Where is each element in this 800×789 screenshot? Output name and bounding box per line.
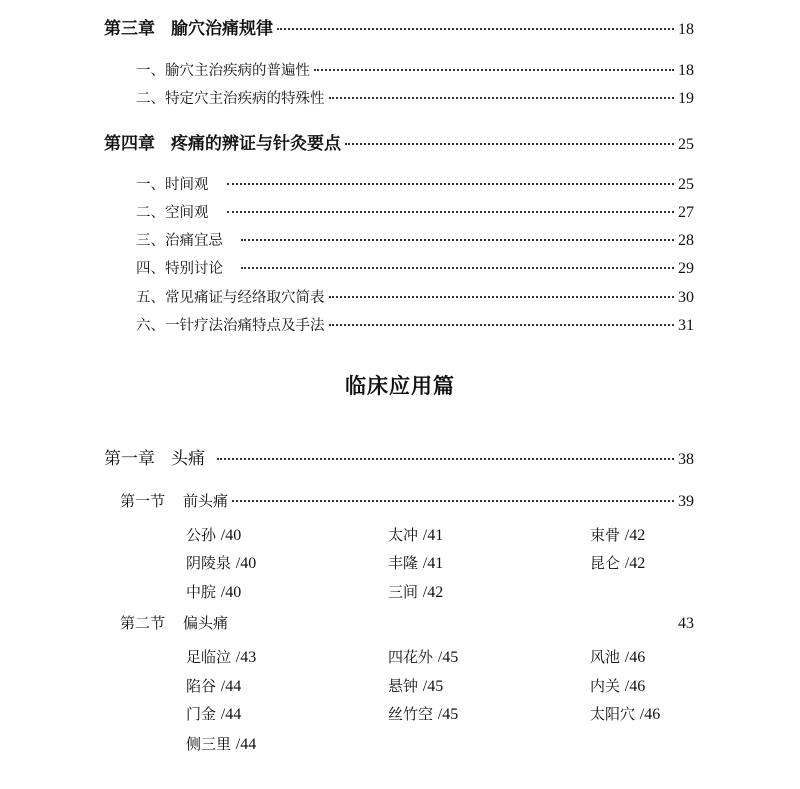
page-number: 38 <box>678 451 694 468</box>
toc-chapter-4[interactable] <box>104 129 694 153</box>
page-number: 25 <box>678 136 694 153</box>
acupoint-entry[interactable] <box>590 675 645 696</box>
dot-leader <box>329 296 675 298</box>
toc-section[interactable] <box>136 257 694 281</box>
acupoint-entry[interactable] <box>388 524 443 545</box>
toc-section[interactable] <box>136 59 694 83</box>
acupoint-name: 侧三里 <box>186 735 232 753</box>
toc-section[interactable] <box>136 201 694 225</box>
page-number: 30 <box>678 289 694 306</box>
toc-section[interactable] <box>136 87 694 111</box>
page-number: 27 <box>678 204 694 221</box>
acupoint-name: 足临泣 <box>186 648 232 666</box>
acupoint-name: 陷谷 <box>186 677 217 695</box>
acupoint-page: /46 <box>624 678 646 695</box>
page-number: 29 <box>678 260 694 277</box>
acupoint-page: /45 <box>422 678 444 695</box>
dot-leader <box>232 500 674 502</box>
subsection-title: 前头痛 <box>183 492 229 510</box>
toc-subsection-1[interactable] <box>120 490 694 514</box>
acupoint-entry[interactable] <box>186 703 241 724</box>
toc-chapter-3[interactable] <box>104 14 694 38</box>
acupoint-name: 三间 <box>388 583 419 601</box>
acupoint-name: 束骨 <box>590 526 621 544</box>
acupoint-entry[interactable] <box>590 524 645 545</box>
chapter-label: 第三章 <box>104 19 155 39</box>
acupoint-entry[interactable] <box>186 646 256 667</box>
toc-section[interactable] <box>136 286 694 310</box>
acupoint-page: /41 <box>422 555 444 572</box>
section-title: 四、特别讨论 <box>136 261 223 277</box>
acupoint-page: /44 <box>235 736 257 753</box>
dot-leader <box>277 28 674 30</box>
dot-leader <box>227 183 675 185</box>
subsection-label: 第二节 <box>120 614 166 632</box>
dot-leader <box>241 267 674 269</box>
dot-leader <box>227 211 675 213</box>
section-title: 五、常见痛证与经络取穴简表 <box>136 290 325 306</box>
page-number: 31 <box>678 317 694 334</box>
page-number: 19 <box>678 90 694 107</box>
acupoint-page: /46 <box>639 706 661 723</box>
acupoint-name: 太冲 <box>388 526 419 544</box>
acupoint-entry[interactable] <box>186 581 241 602</box>
page-number: 18 <box>678 62 694 79</box>
acupoint-entry[interactable] <box>590 703 660 724</box>
toc-chapter-1[interactable] <box>104 444 694 468</box>
subsection-label: 第一节 <box>120 492 166 510</box>
acupoint-name: 四花外 <box>388 648 434 666</box>
acupoint-entry[interactable] <box>186 675 241 696</box>
acupoint-page: /41 <box>422 527 444 544</box>
acupoint-page: /43 <box>235 649 257 666</box>
toc-section[interactable] <box>136 314 694 338</box>
acupoint-entry[interactable] <box>388 675 443 696</box>
acupoint-name: 悬钟 <box>388 677 419 695</box>
acupoint-name: 公孙 <box>186 526 217 544</box>
acupoint-entry[interactable] <box>590 552 645 573</box>
section-title: 二、特定穴主治疾病的特殊性 <box>136 91 325 107</box>
acupoint-entry[interactable] <box>388 581 443 602</box>
section-title: 二、空间观 <box>136 205 209 221</box>
subsection-title: 偏头痛 <box>183 614 229 632</box>
acupoint-page: /42 <box>624 555 646 572</box>
chapter-label: 第四章 <box>104 134 155 154</box>
dot-leader <box>241 239 674 241</box>
acupoint-name: 中脘 <box>186 583 217 601</box>
acupoint-name: 风池 <box>590 648 621 666</box>
acupoint-entry[interactable] <box>186 524 241 545</box>
acupoint-name: 内关 <box>590 677 621 695</box>
acupoint-page: /40 <box>220 584 242 601</box>
page-number: 25 <box>678 176 694 193</box>
dot-leader <box>217 458 674 460</box>
toc-section[interactable] <box>136 229 694 253</box>
acupoint-page: /44 <box>220 706 242 723</box>
section-title: 一、腧穴主治疾病的普遍性 <box>136 63 310 79</box>
acupoint-entry[interactable] <box>388 552 443 573</box>
acupoint-entry[interactable] <box>590 646 645 667</box>
acupoint-entry[interactable] <box>388 703 458 724</box>
acupoint-page: /45 <box>437 706 459 723</box>
acupoint-entry[interactable] <box>186 733 256 754</box>
chapter-title: 疼痛的辨证与针灸要点 <box>171 134 341 154</box>
acupoint-name: 太阳穴 <box>590 705 636 723</box>
acupoint-page: /40 <box>220 527 242 544</box>
part-heading: 临床应用篇 <box>345 373 455 398</box>
page-number: 43 <box>678 615 694 632</box>
page-number: 39 <box>678 493 694 510</box>
acupoint-entry[interactable] <box>186 552 256 573</box>
acupoint-page: /45 <box>437 649 459 666</box>
chapter-title: 头痛 <box>171 449 205 469</box>
acupoint-page: /42 <box>422 584 444 601</box>
section-title: 三、治痛宜忌 <box>136 233 223 249</box>
chapter-label: 第一章 <box>104 449 155 469</box>
dot-leader <box>314 69 674 71</box>
chapter-title: 腧穴治痛规律 <box>171 19 273 39</box>
dot-leader <box>232 622 674 624</box>
section-title: 一、时间观 <box>136 177 209 193</box>
page-number: 28 <box>678 232 694 249</box>
acupoint-entry[interactable] <box>388 646 458 667</box>
toc-subsection-2[interactable] <box>120 612 694 636</box>
acupoint-page: /42 <box>624 527 646 544</box>
page-number: 18 <box>678 21 694 38</box>
acupoint-name: 昆仑 <box>590 554 621 572</box>
dot-leader <box>345 143 674 145</box>
acupoint-name: 丝竹空 <box>388 705 434 723</box>
acupoint-page: /44 <box>220 678 242 695</box>
acupoint-name: 阴陵泉 <box>186 554 232 572</box>
section-title: 六、一针疗法治痛特点及手法 <box>136 318 325 334</box>
acupoint-name: 丰隆 <box>388 554 419 572</box>
acupoint-name: 门金 <box>186 705 217 723</box>
dot-leader <box>329 97 675 99</box>
acupoint-page: /46 <box>624 649 646 666</box>
toc-section[interactable] <box>136 173 694 197</box>
dot-leader <box>329 324 675 326</box>
acupoint-page: /40 <box>235 555 257 572</box>
